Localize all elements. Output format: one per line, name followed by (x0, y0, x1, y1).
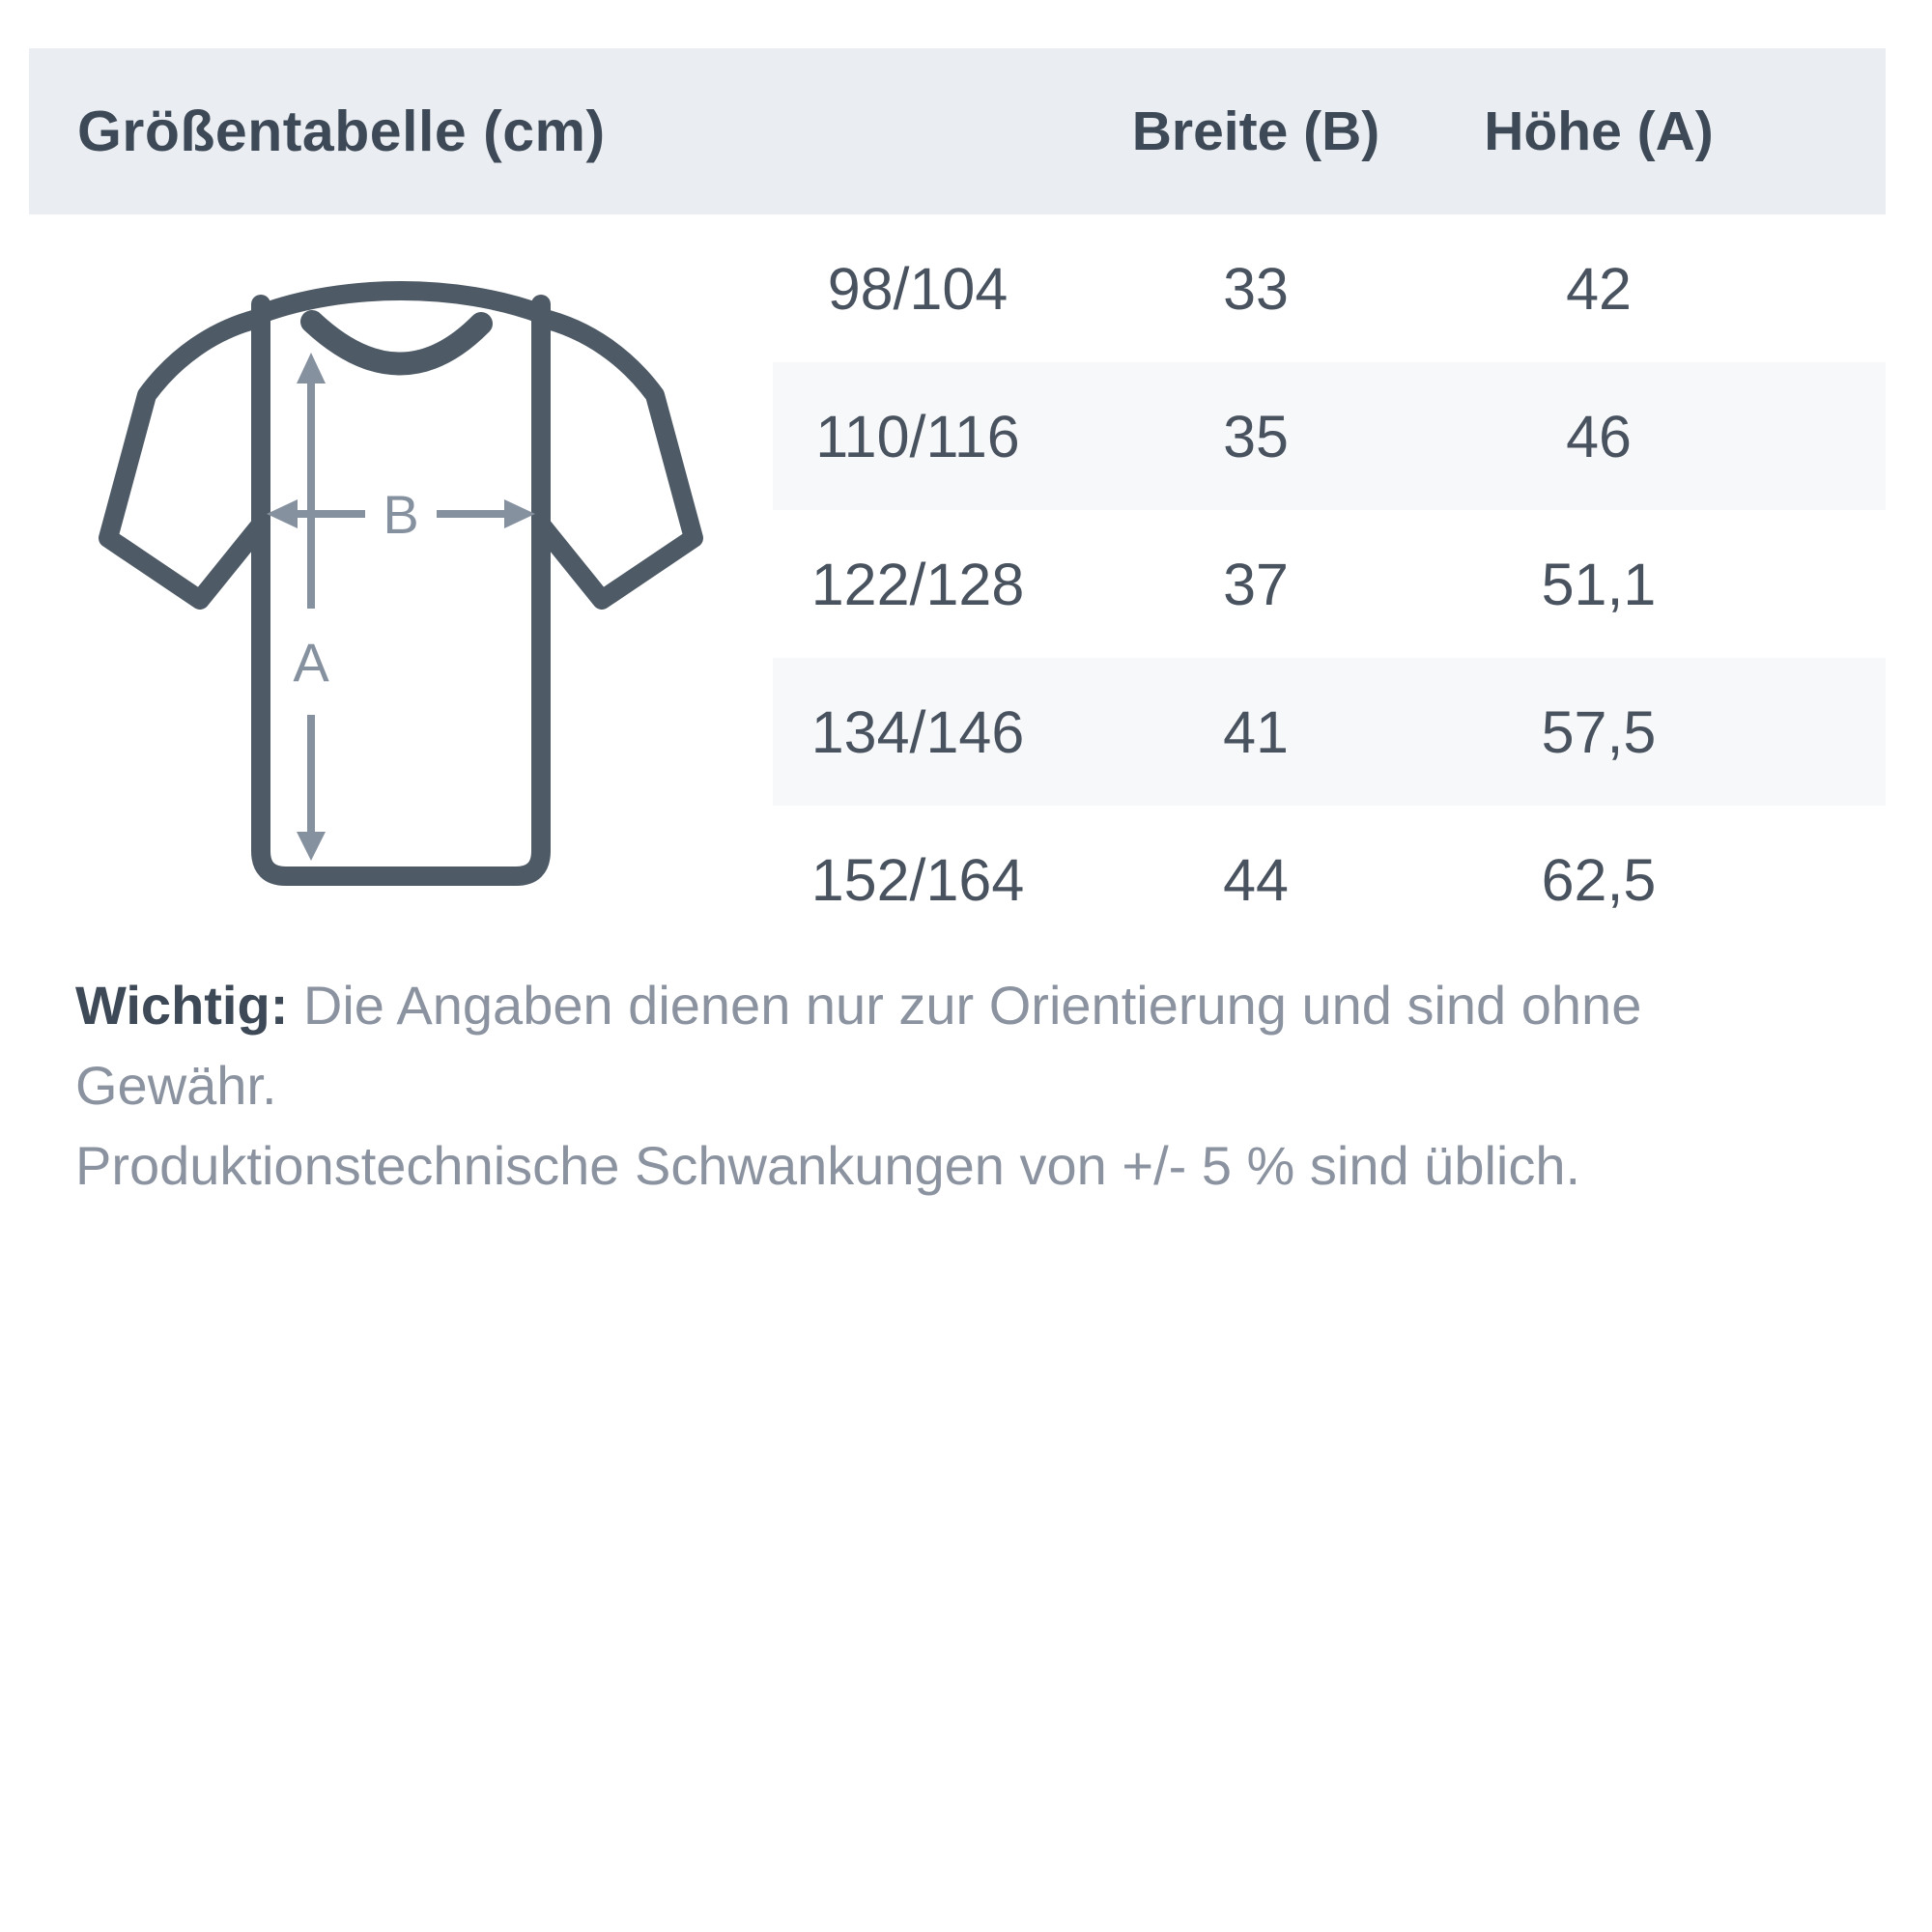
width-cell: 44 (1223, 846, 1289, 913)
tshirt-body (261, 304, 541, 876)
disclaimer-line-1 (75, 966, 1795, 1126)
tshirt-measurement-diagram-icon (68, 275, 705, 913)
width-cell: 35 (1223, 403, 1289, 469)
width-cell: 37 (1223, 551, 1289, 617)
width-cell: 41 (1223, 698, 1289, 765)
table-row (773, 510, 1886, 658)
column-header-width: Breite (B) (1131, 100, 1380, 162)
tshirt-left-sleeve (108, 318, 261, 600)
height-label: A (293, 632, 329, 693)
disclaimer-text-1: Die Angaben dienen nur zur Orientierung und sind ohne Gewähr. (75, 975, 1642, 1116)
table-header-bar (29, 48, 1886, 214)
size-cell: 134/146 (810, 698, 1025, 765)
height-cell: 46 (1566, 403, 1632, 469)
disclaimer-bold-label: Wichtig: (75, 975, 289, 1036)
tshirt-right-sleeve (541, 318, 694, 600)
width-cell: 33 (1223, 255, 1289, 322)
column-header-height: Höhe (A) (1484, 100, 1714, 162)
table-row (773, 214, 1886, 362)
disclaimer-note (75, 966, 1795, 1207)
height-cell: 51,1 (1541, 551, 1657, 617)
table-row (773, 658, 1886, 806)
height-cell: 62,5 (1541, 846, 1657, 913)
height-cell: 57,5 (1541, 698, 1657, 765)
width-label: B (383, 484, 419, 545)
tshirt-shoulder-arc (261, 291, 541, 314)
size-cell: 98/104 (827, 255, 1009, 322)
page-title: Größentabelle (cm) (77, 99, 606, 163)
size-cell: 110/116 (815, 403, 1020, 469)
size-cell: 152/164 (810, 846, 1025, 913)
disclaimer-line-2: Produktionstechnische Schwankungen von +/- 5 % sind üblich. (75, 1134, 1581, 1196)
table-row (773, 362, 1886, 510)
size-cell: 122/128 (810, 551, 1025, 617)
table-row (773, 806, 1886, 953)
height-cell: 42 (1566, 255, 1632, 322)
